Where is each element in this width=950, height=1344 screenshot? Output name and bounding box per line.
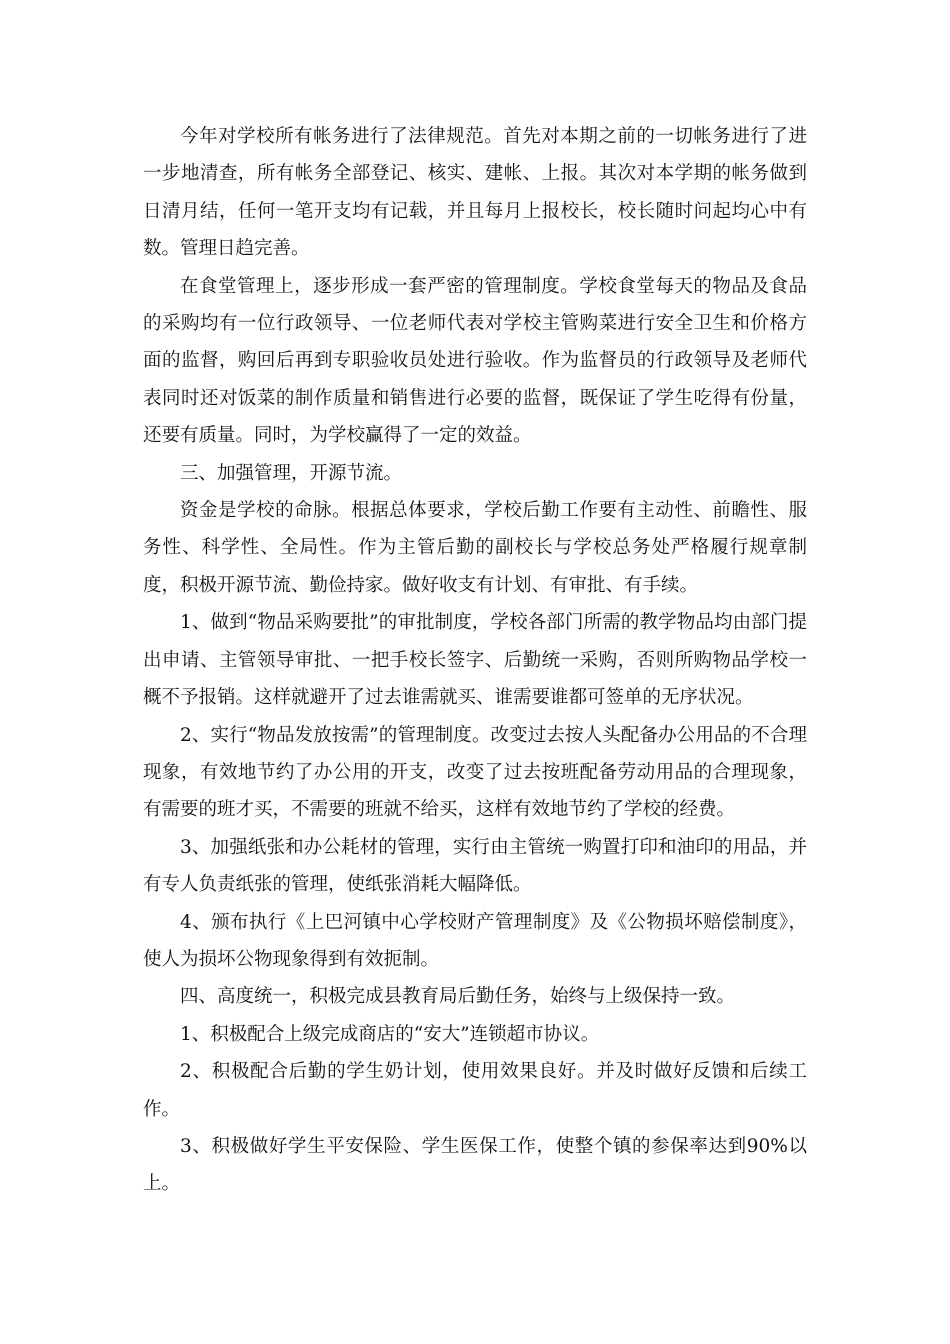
list-item-2: 2、实行“物品发放按需”的管理制度。改变过去按人头配备办公用品的不合理现象，有效地节约了办公用的开支，改变了过去按班配备劳动用品的合理现象，有需要的班才买，不需要的班就不给买，这样有效地节约了学校的经费。 [143,724,807,821]
list-item-4-2: 2、积极配合后勤的学生奶计划，使用效果良好。并及时做好反馈和后续工作。 [143,1061,807,1120]
paragraph-accounts: 今年对学校所有帐务进行了法律规范。首先对本期之前的一切帐务进行了进一步地清查，所有帐务全部登记、核实、建帐、上报。其次对本学期的帐务做到日清月结，任何一笔开支均有记载，并且每月上报校长，校长随时问起均心中有数。管理日趋完善。 [143,126,807,260]
list-item-4: 4、颁布执行《上巴河镇中心学校财产管理制度》及《公物损坏赔偿制度》，使人为损坏公物现象得到有效扼制。 [143,911,807,970]
paragraph-funds: 资金是学校的命脉。根据总体要求，学校后勤工作要有主动性、前瞻性、服务性、科学性、全局性。作为主管后勤的副校长与学校总务处严格履行规章制度，积极开源节流、勤俭持家。做好收支有计划、有审批、有手续。 [143,500,807,596]
section-heading-3: 三、加强管理，开源节流。 [180,462,403,484]
list-item-4-1: 1、积极配合上级完成商店的“安大”连锁超市协议。 [180,1023,600,1045]
section-heading-4: 四、高度统一，积极完成县教育局后勤任务，始终与上级保持一致。 [180,986,736,1008]
list-item-1: 1、做到“物品采购要批”的审批制度，学校各部门所需的教学物品均由部门提出申请、主管领导审批、一把手校长签字、后勤统一采购，否则所购物品学校一概不予报销。这样就避开了过去谁需就买、谁需要谁都可签单的无序状况。 [143,612,807,709]
document-body [143,118,807,1203]
list-item-4-3: 3、积极做好学生平安保险、学生医保工作，使整个镇的参保率达到90%以上。 [143,1135,807,1195]
list-item-3: 3、加强纸张和办公耗材的管理，实行由主管统一购置打印和油印的用品，并有专人负责纸张的管理，使纸张消耗大幅降低。 [143,836,807,896]
paragraph-canteen: 在食堂管理上，逐步形成一套严密的管理制度。学校食堂每天的物品及食品的采购均有一位行政领导、一位老师代表对学校主管购菜进行安全卫生和价格方面的监督，购回后再到专职验收员处进行验收。作为监督员的行政领导及老师代表同时还对饭菜的制作质量和销售进行必要的监督，既保证了学生吃得有份量，还要有质量。同时，为学校赢得了一定的效益。 [143,275,807,447]
